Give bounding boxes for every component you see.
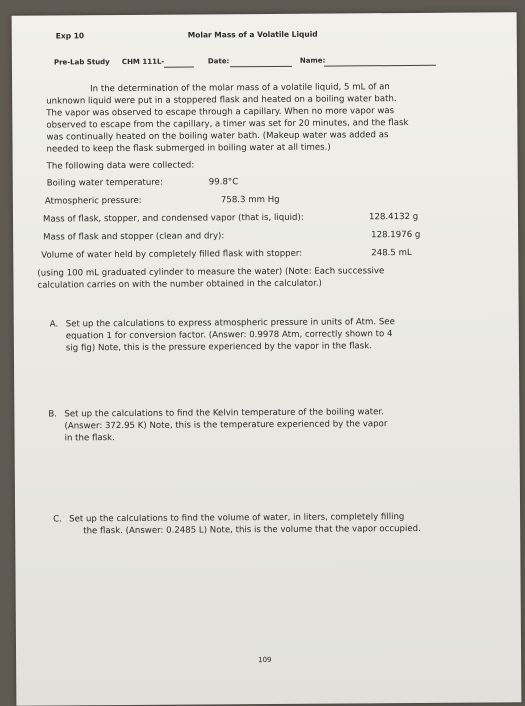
intro-line: In the determination of the molar mass of a volatile liquid, 5 mL of an xyxy=(90,82,390,95)
intro-line: needed to keep the flask submerged in boiling water at all times.) xyxy=(46,142,331,155)
section-blank xyxy=(164,66,194,67)
question-line: equation 1 for conversion factor. (Answer: 0.9978 Atm, correctly shown to 4 xyxy=(65,329,393,342)
course-label: CHM 111L- xyxy=(121,57,165,67)
prelab-label: Pre-Lab Study xyxy=(53,58,110,67)
data-label: Boiling water temperature: xyxy=(46,177,163,189)
question-line: sig fig) Note, this is the pressure experienced by the vapor in the flask. xyxy=(65,341,372,354)
data-value: 248.5 mL xyxy=(371,247,412,259)
note-line: calculation carries on with the number obtained in the calculator.) xyxy=(37,278,322,291)
date-blank xyxy=(230,66,292,67)
experiment-number: Exp 10 xyxy=(55,31,85,41)
question-letter: B. xyxy=(48,409,58,420)
question-line: Set up the calculations to find the volume of water, in liters, completely filling xyxy=(69,512,405,525)
intro-line: unknown liquid were put in a stoppered flask and heated on a boiling water bath. xyxy=(46,94,397,107)
question-letter: A. xyxy=(49,319,59,330)
data-value: 758.3 mm Hg xyxy=(220,194,280,206)
question-line: the flask. (Answer: 0.2485 L) Note, this is the volume that the vapor occupied. xyxy=(83,523,421,537)
data-value: 99.8°C xyxy=(208,177,239,188)
data-label: Volume of water held by completely filled flask with stopper: xyxy=(41,248,303,261)
data-heading: The following data were collected: xyxy=(46,160,195,172)
data-label: Mass of flask and stopper (clean and dry): xyxy=(43,231,225,243)
intro-line: was continually heated on the boiling water bath. (Makeup water was added as xyxy=(46,130,389,143)
question-line: in the flask. xyxy=(64,433,115,444)
question-line: Set up the calculations to express atmospheric pressure in units of Atm. See xyxy=(65,317,395,330)
page-number: 109 xyxy=(258,655,272,665)
note-line: (using 100 mL graduated cylinder to measure the water) (Note: Each successive xyxy=(37,266,385,279)
date-label: Date: xyxy=(207,57,230,66)
name-label: Name: xyxy=(299,56,326,65)
data-label: Atmospheric pressure: xyxy=(44,195,142,207)
worksheet-title: Molar Mass of a Volatile Liquid xyxy=(187,29,318,40)
intro-line: observed to escape from the capillary, a timer was set for 20 minutes, and the flask xyxy=(46,118,409,131)
data-label: Mass of flask, stopper, and condensed vapor (that is, liquid): xyxy=(42,212,304,225)
question-line: (Answer: 372.95 K) Note, this is the temperature experienced by the vapor xyxy=(64,419,388,432)
worksheet-page xyxy=(12,12,522,706)
question-line: Set up the calculations to find the Kelvin temperature of the boiling water. xyxy=(64,407,384,420)
question-letter: C. xyxy=(53,514,62,525)
data-value: 128.4132 g xyxy=(368,211,419,223)
name-blank xyxy=(324,65,436,67)
data-value: 128.1976 g xyxy=(371,229,421,241)
intro-line: The vapor was observed to escape through a capillary. When no more vapor was xyxy=(46,106,395,119)
